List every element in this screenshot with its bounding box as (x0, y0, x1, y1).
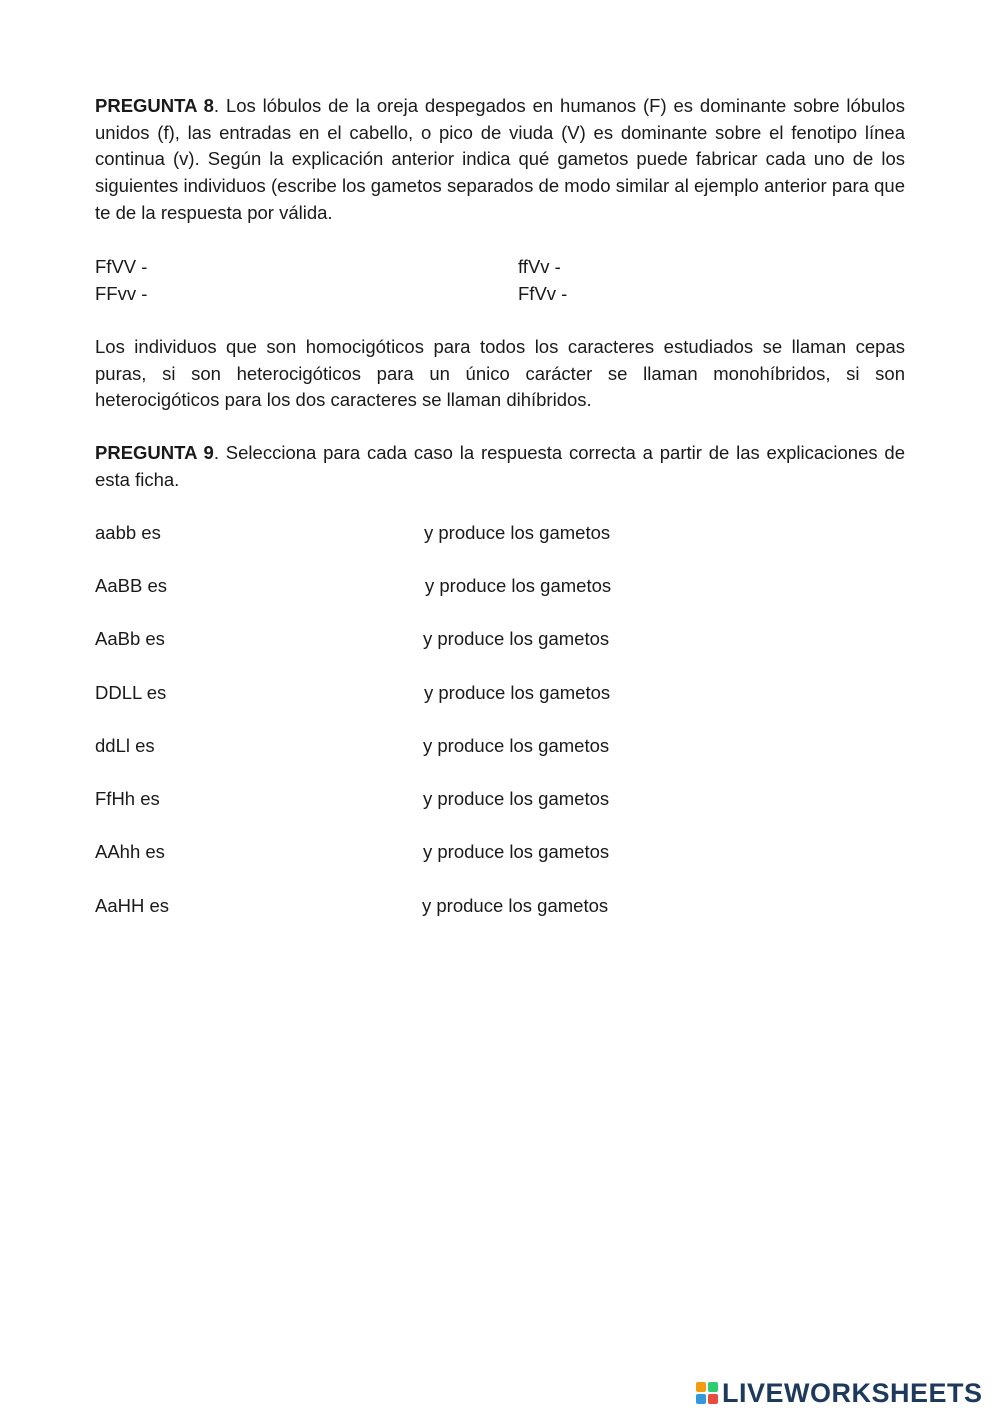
row-gametes-label: y produce los gametos (422, 895, 609, 916)
row-gametes-label: y produce los gametos (423, 628, 610, 649)
question-8-label: PREGUNTA 8 (95, 95, 214, 116)
genotype-ffvv-3: FFvv - (95, 283, 148, 304)
logo-grid-icon (696, 1382, 718, 1404)
genotype-ffvv-1: FfVV - (95, 256, 148, 277)
row-gametes-label: y produce los gametos (424, 682, 611, 703)
question-9-label: PREGUNTA 9 (95, 442, 214, 463)
intro-paragraph: Los individuos que son homocigóticos para todos los caracteres estudiados se llaman cepas puras, si son heterocigóticos para un único carácter se llaman monohíbridos, si son heterocigóticos para los dos caracteres se llaman dihíbridos. (95, 336, 905, 411)
question-9 (95, 440, 905, 493)
row-gametes-label: y produce los gametos (424, 522, 611, 543)
question-8-text: . Los lóbulos de la oreja despegados en humanos (F) es dominante sobre lóbulos unidos (f), las entradas en el cabello, o pico de viuda (V) es dominante sobre el fenotipo línea continua (v). Según la explicación anterior indica qué gametos puede fabricar cada uno de los siguientes individuos (escribe los gametos separados de modo similar al ejemplo anterior para que te de la respuesta por válida. (95, 95, 905, 223)
row-gametes-label: y produce los gametos (423, 735, 610, 756)
row-genotype: AaBb es (95, 628, 165, 649)
question-8 (95, 93, 905, 227)
row-genotype: AAhh es (95, 841, 165, 862)
row-genotype: ddLl es (95, 735, 155, 756)
row-genotype: aabb es (95, 522, 161, 543)
question-9-text: . Selecciona para cada caso la respuesta correcta a partir de las explicaciones de esta ficha. (95, 442, 905, 490)
row-gametes-label: y produce los gametos (423, 788, 610, 809)
row-genotype: AaHH es (95, 895, 170, 916)
row-gametes-label: y produce los gametos (425, 575, 612, 596)
row-genotype: DDLL es (95, 682, 167, 703)
row-genotype: AaBB es (95, 575, 167, 596)
genotype-ffvv-4: FfVv - (518, 283, 568, 304)
logo-text: LIVEWORKSHEETS (722, 1377, 983, 1408)
genotype-ffvv-2: ffVv - (518, 256, 561, 277)
row-genotype: FfHh es (95, 788, 160, 809)
row-gametes-label: y produce los gametos (423, 841, 610, 862)
liveworksheets-logo (696, 1377, 983, 1409)
